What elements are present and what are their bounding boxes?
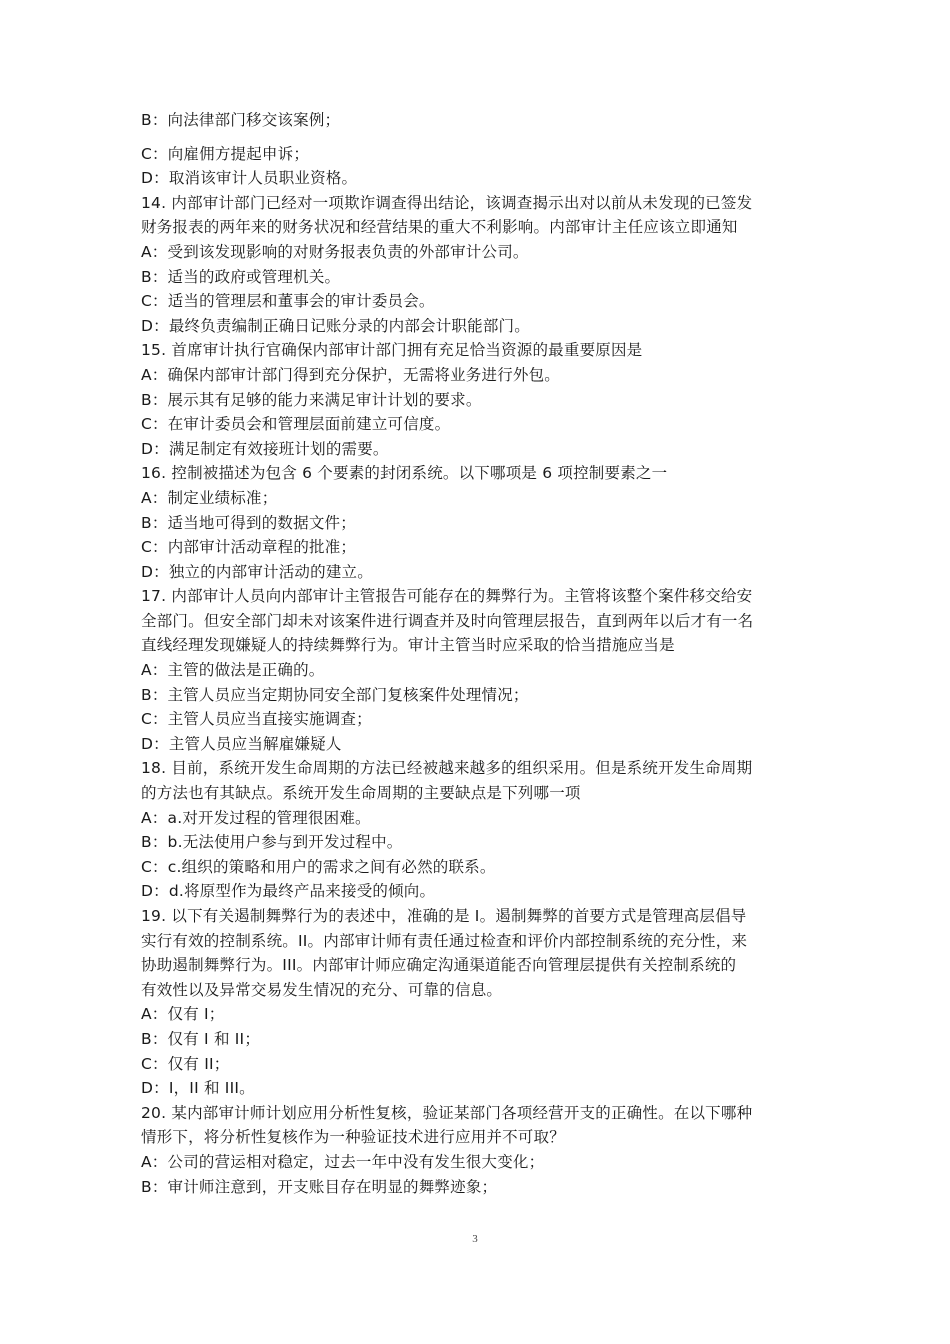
question-line: 的方法也有其缺点。系统开发生命周期的主要缺点是下列哪一项	[141, 784, 581, 803]
question-line: 15. 首席审计执行官确保内部审计部门拥有充足恰当资源的最重要原因是	[141, 341, 643, 360]
option-line: A：制定业绩标准；	[141, 488, 278, 507]
option-line: D：d.将原型作为最终产品来接受的倾向。	[141, 882, 436, 901]
question-line: 协助遏制舞弊行为。III。内部审计师应确定沟通渠道能否向管理层提供有关控制系统的	[141, 956, 737, 975]
question-line: 情形下，将分析性复核作为一种验证技术进行应用并不可取？	[141, 1128, 565, 1147]
page-number: 3	[472, 1233, 478, 1245]
document-body	[141, 108, 821, 1199]
option-line: C：主管人员应当直接实施调查；	[141, 710, 372, 729]
option-line: C：适当的管理层和董事会的审计委员会。	[141, 292, 435, 311]
option-line: A：受到该发现影响的对财务报表负责的外部审计公司。	[141, 242, 529, 261]
question-line: 有效性以及异常交易发生情况的充分、可靠的信息。	[141, 980, 503, 999]
question-line: 17. 内部审计人员向内部审计主管报告可能存在的舞弊行为。主管将该整个案件移交给安	[141, 587, 753, 606]
option-line: D：取消该审计人员职业资格。	[141, 169, 358, 188]
option-line: B：审计师注意到，开支账目存在明显的舞弊迹象；	[141, 1177, 498, 1196]
option-line: C：向雇佣方提起申诉；	[141, 144, 310, 163]
option-line: B：适当地可得到的数据文件；	[141, 513, 356, 532]
question-line: 14. 内部审计部门已经对一项欺诈调查得出结论，该调查揭示出对以前从未发现的已签发	[141, 193, 753, 212]
question-line: 20. 某内部审计师计划应用分析性复核，验证某部门各项经营开支的正确性。在以下哪种	[141, 1103, 753, 1122]
option-line: A：公司的营运相对稳定，过去一年中没有发生很大变化；	[141, 1152, 545, 1171]
question-line: 16. 控制被描述为包含 6 个要素的封闭系统。以下哪项是 6 项控制要素之一	[141, 464, 668, 483]
option-line: A：a.对开发过程的管理很困难。	[141, 808, 371, 827]
question-line: 18. 目前，系统开发生命周期的方法已经被越来越多的组织采用。但是系统开发生命周期	[141, 759, 753, 778]
option-line: D：最终负责编制正确日记账分录的内部会计职能部门。	[141, 316, 530, 335]
question-line: 19. 以下有关遏制舞弊行为的表述中，准确的是 I。遏制舞弊的首要方式是管理高层倡导	[141, 907, 747, 925]
option-line: A：确保内部审计部门得到充分保护，无需将业务进行外包。	[141, 365, 561, 384]
option-line: C：c.组织的策略和用户的需求之间有必然的联系。	[141, 857, 496, 876]
question-line: 实行有效的控制系统。II。内部审计师有责任通过检查和评价内部控制系统的充分性，来	[141, 931, 748, 950]
option-line: D：独立的内部审计活动的建立。	[141, 562, 373, 581]
option-line: A：仅有 I；	[141, 1005, 225, 1024]
question-line: 全部门。但安全部门却未对该案件进行调查并及时向管理层报告，直到两年以后才有一名	[141, 611, 754, 630]
option-line: B：向法律部门移交该案例；	[141, 111, 341, 129]
option-line: C：内部审计活动章程的批准；	[141, 538, 357, 557]
option-line: B：b.无法使用户参与到开发过程中。	[141, 833, 403, 852]
option-line: D：I，II 和 III。	[141, 1079, 255, 1098]
option-line: D：满足制定有效接班计划的需要。	[141, 439, 389, 458]
option-line: B：仅有 I 和 II；	[141, 1029, 261, 1048]
option-line: C：仅有 II；	[141, 1054, 230, 1073]
option-line: B：展示其有足够的能力来满足审计计划的要求。	[141, 390, 482, 409]
spacer	[141, 133, 821, 142]
option-line: B：主管人员应当定期协同安全部门复核案件处理情况；	[141, 685, 529, 704]
question-line: 财务报表的两年来的财务状况和经营结果的重大不利影响。内部审计主任应该立即通知	[141, 218, 738, 237]
option-line: C：在审计委员会和管理层面前建立可信度。	[141, 415, 451, 434]
option-line: A：主管的做法是正确的。	[141, 661, 325, 680]
question-line: 直线经理发现嫌疑人的持续舞弊行为。审计主管当时应采取的恰当措施应当是	[141, 636, 675, 655]
option-line: D：主管人员应当解雇嫌疑人	[141, 734, 342, 753]
option-line: B：适当的政府或管理机关。	[141, 267, 341, 286]
